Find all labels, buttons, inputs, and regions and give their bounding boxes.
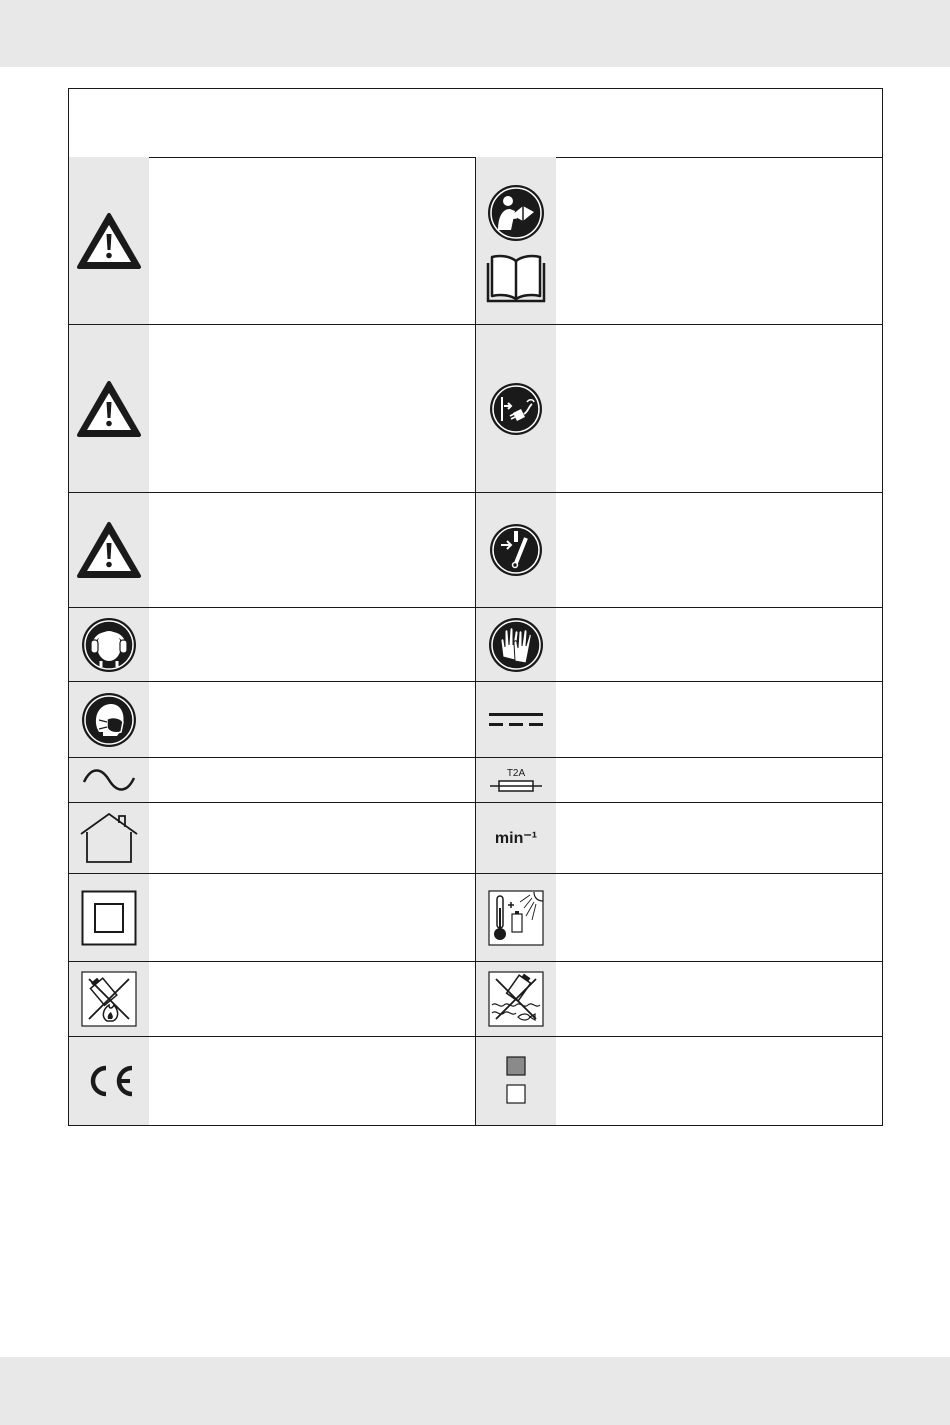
indoor-use-house-icon	[69, 803, 149, 873]
ce-mark-icon	[69, 1037, 149, 1125]
temperature-sun-battery-icon	[476, 874, 556, 961]
rpm-unit-icon	[476, 803, 556, 873]
unplug-mains-icon	[476, 325, 556, 492]
dust-mask-icon	[69, 682, 149, 757]
warning-triangle-icon	[69, 493, 149, 607]
symbols-table	[68, 88, 883, 1126]
safety-gloves-icon	[476, 608, 556, 681]
direct-current-icon	[476, 682, 556, 757]
warning-triangle-icon	[69, 157, 149, 324]
read-manual-icon	[476, 183, 556, 243]
warning-triangle-icon	[69, 325, 149, 492]
table-header	[69, 89, 882, 158]
bottom-band	[0, 1357, 950, 1425]
battery-no-fire-icon	[69, 962, 149, 1036]
protection-class-2-icon	[69, 874, 149, 961]
charge-indicator-squares-icon	[476, 1037, 556, 1125]
alternating-current-icon	[69, 758, 149, 802]
manual-book-icon	[476, 249, 556, 307]
battery-no-water-icon	[476, 962, 556, 1036]
fuse-icon	[476, 758, 556, 802]
switch-off-disconnect-icon	[476, 493, 556, 607]
fuse-label: T2A	[506, 767, 526, 779]
ear-protection-icon	[69, 608, 149, 681]
top-band	[0, 0, 950, 67]
rpm-unit-label: min⁻¹	[494, 830, 538, 847]
